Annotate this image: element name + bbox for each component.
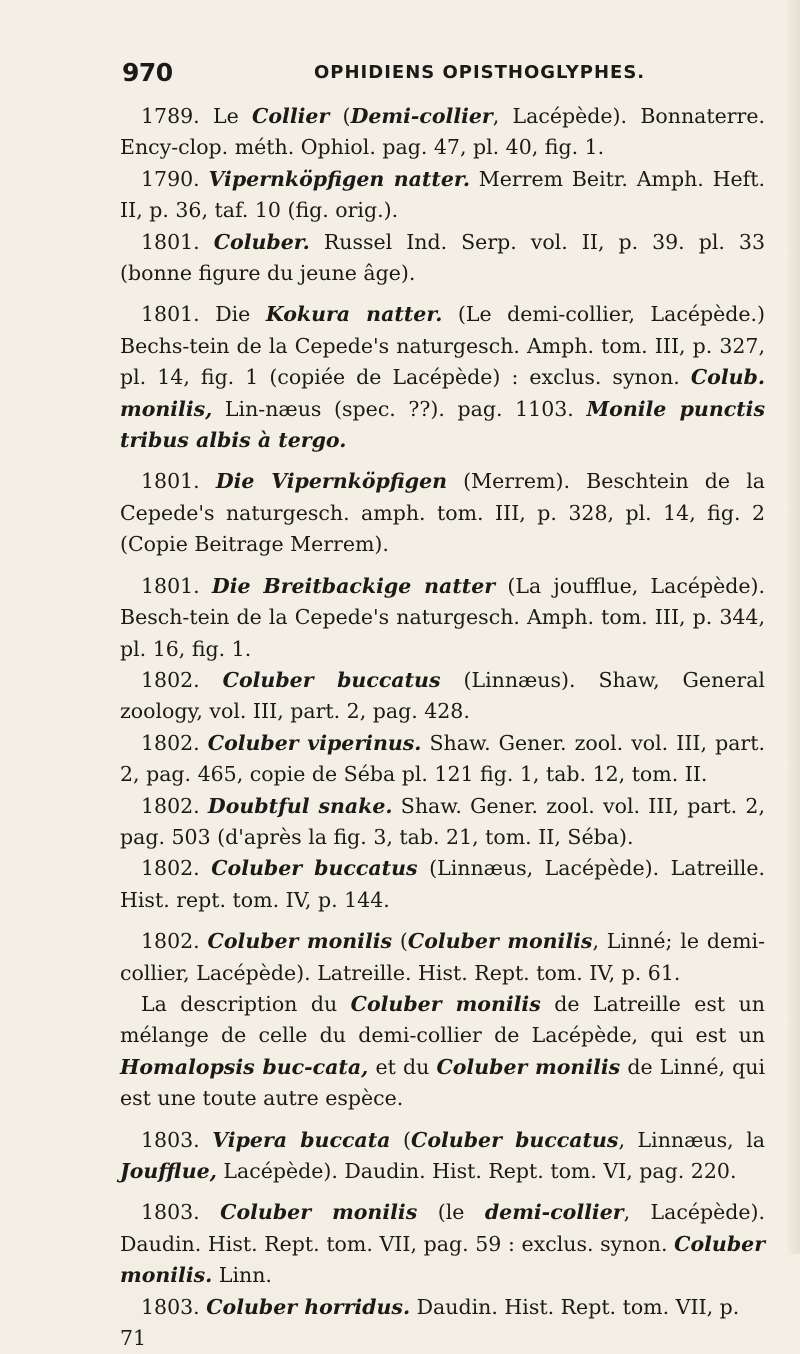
- taxon-name: Coluber monilis: [207, 929, 393, 954]
- taxon-name: Coluber buccatus: [222, 667, 441, 692]
- taxon-name: Vipera buccata: [212, 1127, 391, 1152]
- entry-text: (: [390, 1127, 412, 1152]
- entry-text: Russel Ind. Serp. vol. II, p. 39. pl. 33 (bonne figure du jeune âge).: [120, 229, 765, 286]
- entry-text: (Linnæus, Lacépède). Latreille. Hist. rept. tom. IV, p. 144.: [120, 856, 765, 912]
- bibliography-entry: [120, 791, 765, 854]
- taxon-name: Coluber monilis: [436, 1054, 621, 1079]
- bibliography-list: [120, 101, 765, 1354]
- taxon-name: Coluber monilis: [350, 991, 541, 1016]
- entry-text: 1803.: [141, 1294, 207, 1319]
- entry-text: 1801.: [141, 229, 214, 254]
- running-head: OPHIDIENS OPISTHOGLYPHES.: [314, 62, 646, 83]
- taxon-name: Coluber buccatus: [211, 856, 418, 881]
- bibliography-entry: [120, 1125, 765, 1188]
- entry-text: (: [392, 929, 408, 954]
- entry-text: 1789. Le: [141, 104, 253, 128]
- entry-text: 1790.: [141, 166, 209, 191]
- entry-text: , Lacépède). Bonnaterre. Ency-clop. méth. Ophiol. pag. 47, pl. 40, fig. 1.: [120, 104, 765, 160]
- bibliography-entry: [120, 665, 765, 728]
- entry-text: La description du: [141, 991, 351, 1016]
- taxon-name: Die Breitbackige natter: [211, 573, 496, 598]
- entry-text: (Le demi-collier, Lacépède.) Bechs-tein de la Cepede's naturgesch. Amph. tom. III, p. 327, pl. 14, fig. 1 (copiée de Lacépède) : exclus. synon.: [120, 302, 765, 390]
- entry-text: de Linné, qui est une toute autre espèce.: [120, 1054, 766, 1111]
- entry-text: (Merrem). Beschtein de la Cepede's naturgesch. amph. tom. III, p. 328, pl. 14, fig. 2 (Copie Beitrage Merrem).: [120, 469, 765, 557]
- bibliography-entry: [120, 466, 765, 560]
- bibliography-entry: [120, 571, 765, 665]
- entry-text: 1803.: [141, 1200, 221, 1225]
- page-edge: [788, 0, 800, 1254]
- entry-text: 1801.: [141, 469, 216, 494]
- bibliography-entry: [120, 1197, 765, 1291]
- taxon-name: Collier: [252, 104, 330, 128]
- entry-text: 1803.: [141, 1127, 213, 1152]
- taxon-name: Demi-collier: [350, 104, 493, 128]
- entry-text: , Linné; le demi-collier, Lacépède). Latreille. Hist. Rept. tom. IV, p. 61.: [120, 929, 765, 985]
- taxon-name: Coluber buccatus: [411, 1127, 619, 1152]
- taxon-name: Coluber monilis: [407, 929, 593, 954]
- taxon-name: Monile punctis tribus albis à tergo.: [120, 396, 766, 453]
- bibliography-entry: [120, 164, 765, 227]
- taxon-name: Coluber monilis.: [120, 1231, 765, 1288]
- entry-text: (La joufflue, Lacépède). Besch-tein de la Cepede's naturgesch. Amph. tom. III, p. 344, pl. 16, fig. 1.: [120, 573, 765, 661]
- entry-text: 1802.: [141, 730, 208, 755]
- entry-text: Lacépède). Daudin. Hist. Rept. tom. VI, pag. 220.: [216, 1159, 737, 1183]
- entry-text: Shaw. Gener. zool. vol. III, part. 2, pag. 503 (d'après la fig. 3, tab. 21, tom. II, Séba).: [120, 793, 765, 849]
- bibliography-entry: [120, 926, 765, 989]
- entry-text: Daudin. Hist. Rept. tom. VII, p. 71: [120, 1294, 740, 1351]
- taxon-name: Vipernköpfigen natter.: [208, 166, 470, 191]
- taxon-name: Coluber monilis: [220, 1200, 418, 1225]
- page-number: 970: [122, 58, 173, 87]
- bibliography-entry: [120, 227, 765, 290]
- taxon-name: Kokura natter.: [265, 302, 443, 327]
- entry-text: 1802.: [141, 856, 212, 881]
- entry-text: Merrem Beitr. Amph. Heft. II, p. 36, taf. 10 (fig. orig.).: [120, 166, 765, 223]
- entry-text: de Latreille est un mélange de celle du demi-collier de Lacépède, qui est un: [120, 991, 765, 1048]
- entry-text: Linn.: [212, 1263, 272, 1288]
- entry-text: , Lacépède). Daudin. Hist. Rept. tom. VII, pag. 59 : exclus. synon.: [120, 1200, 765, 1256]
- taxon-name: Coluber viperinus.: [207, 730, 422, 755]
- taxon-name: Doubtful snake.: [207, 793, 393, 818]
- bibliography-entry: [120, 101, 765, 164]
- taxon-name: Coluber.: [213, 229, 310, 254]
- entry-text: (Linnæus). Shaw, General zoology, vol. III, part. 2, pag. 428.: [120, 667, 765, 724]
- page-header: [122, 58, 722, 92]
- bibliography-entry: [120, 853, 765, 916]
- taxon-name: demi-collier: [484, 1200, 624, 1225]
- entry-text: 1801. Die: [141, 302, 266, 327]
- bibliography-entry: [120, 728, 765, 791]
- entry-text: 1802.: [141, 793, 208, 818]
- taxon-name: Colub. monilis,: [120, 365, 765, 421]
- bibliography-entry: [120, 299, 765, 456]
- entry-text: (: [329, 104, 351, 128]
- entry-text: 1802.: [141, 667, 223, 692]
- taxon-name: Die Vipernköpfigen: [215, 469, 448, 494]
- entry-text: (le: [417, 1200, 485, 1225]
- entry-text: Shaw. Gener. zool. vol. III, part. 2, pag. 465, copie de Séba pl. 121 fig. 1, tab. 12, tom. II.: [120, 730, 765, 787]
- entry-text: Lin-næus (spec. ??). pag. 1103.: [212, 396, 587, 421]
- taxon-name: Homalopsis buc-cata,: [120, 1054, 369, 1079]
- taxon-name: Joufflue,: [120, 1159, 217, 1183]
- bibliography-entry: [120, 1292, 765, 1354]
- entry-text: , Linnæus, la: [618, 1127, 765, 1152]
- entry-text: 1801.: [141, 573, 212, 598]
- bibliography-entry: [120, 989, 765, 1115]
- taxon-name: Coluber horridus.: [206, 1294, 411, 1319]
- entry-text: 1802.: [141, 929, 208, 954]
- entry-text: et du: [368, 1054, 437, 1079]
